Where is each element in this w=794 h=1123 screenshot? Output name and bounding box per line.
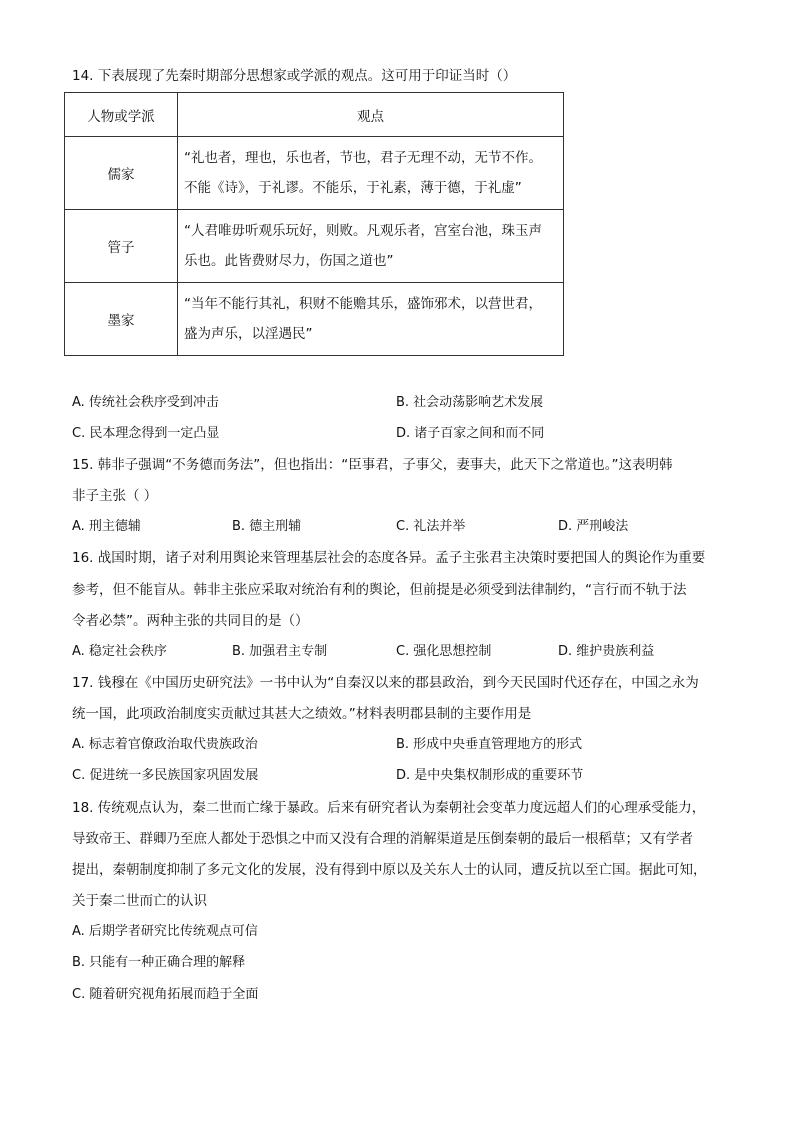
table-header-row	[65, 93, 564, 137]
q18-stem-line: 关于秦二世而亡的认识	[72, 893, 207, 909]
q18-option-b[interactable]: B. 只能有一种正确合理的解释	[72, 955, 246, 970]
q17-stem-line: 统一国，此项政治制度实贡献过其甚大之绩效。”材料表明郡县制的主要作用是	[72, 706, 532, 722]
table-row	[65, 137, 564, 210]
q16-stem-line: 令者必禁”。两种主张的共同目的是（）	[72, 613, 309, 629]
table-row	[65, 283, 564, 356]
viewpoint-cell	[178, 283, 564, 356]
q14-option-d[interactable]: D. 诸子百家之间和而不同	[396, 426, 545, 441]
viewpoint-cell	[178, 137, 564, 210]
school-cell: 儒家	[65, 137, 178, 210]
q15-stem-line: 非子主张（ ）	[72, 488, 158, 504]
table-row	[65, 210, 564, 283]
q16-stem-line: 参考，但不能盲从。韩非主张应采取对统治有利的舆论，但前提是必须受到法律制约，“言行而不轨于法	[72, 582, 687, 598]
viewpoint-line: 不能《诗》，于礼谬。不能乐，于礼素，薄于德，于礼虚”	[184, 180, 522, 196]
viewpoint-line: “人君唯毋听观乐玩好，则败。凡观乐者，宫室台池，珠玉声	[184, 223, 542, 239]
q16-option-b[interactable]: B. 加强君主专制	[232, 644, 328, 659]
school-cell: 墨家	[65, 283, 178, 356]
table-header-viewpoint: 观点	[178, 93, 564, 137]
viewpoint-line: 乐也。此皆费财尽力，伤国之道也”	[184, 253, 394, 269]
q16-option-c[interactable]: C. 强化思想控制	[396, 644, 492, 659]
q18-stem-line: 提出，秦朝制度抑制了多元文化的发展，没有得到中原以及关东人士的认同，遭反抗以至亡国。据此可知，	[72, 862, 707, 878]
q15-option-d[interactable]: D. 严刑峻法	[558, 519, 629, 534]
q15-stem-line: 15. 韩非子强调“不务德而务法”，但也指出：“臣事君，子事父，妻事夫，此天下之常道也。”这表明韩	[72, 457, 673, 473]
q16-stem-line: 16. 战国时期，诸子对利用舆论来管理基层社会的态度各异。孟子主张君主决策时要把国人的舆论作为重要	[72, 550, 706, 566]
viewpoint-line: “礼也者，理也，乐也者，节也，君子无理不动，无节不作。	[184, 150, 542, 166]
viewpoints-table	[64, 92, 564, 356]
q14-option-a[interactable]: A. 传统社会秩序受到冲击	[72, 395, 219, 410]
q16-option-d[interactable]: D. 维护贵族利益	[558, 644, 655, 659]
school-cell: 管子	[65, 210, 178, 283]
table-header-school: 人物或学派	[65, 93, 178, 137]
q17-option-b[interactable]: B. 形成中央垂直管理地方的形式	[396, 737, 583, 752]
q15-option-b[interactable]: B. 德主刑辅	[232, 519, 302, 534]
q17-stem-line: 17. 钱穆在《中国历史研究法》一书中认为“自秦汉以来的郡县政治，到今天民国时代还存在，中国之永为	[72, 675, 699, 691]
q18-option-c[interactable]: C. 随着研究视角拓展而趋于全面	[72, 987, 259, 1002]
q18-stem-line: 18. 传统观点认为，秦二世而亡缘于暴政。后来有研究者认为秦朝社会变革力度远超人们的心理承受能力，	[72, 800, 706, 816]
viewpoint-line: 盛为声乐，以淫遇民”	[184, 326, 313, 342]
viewpoint-cell	[178, 210, 564, 283]
q18-stem-line: 导致帝王、群卿乃至庶人都处于恐惧之中而又没有合理的消解渠道是压倒秦朝的最后一根稻草；又有学者	[72, 831, 693, 847]
q17-option-d[interactable]: D. 是中央集权制形成的重要环节	[396, 768, 584, 783]
q14-option-b[interactable]: B. 社会动荡影响艺术发展	[396, 395, 544, 410]
q17-option-a[interactable]: A. 标志着官僚政治取代贵族政治	[72, 737, 258, 752]
viewpoint-line: “当年不能行其礼，积财不能赡其乐，盛饰邪术，以营世君，	[184, 296, 542, 312]
q14-option-c[interactable]: C. 民本理念得到一定凸显	[72, 426, 220, 441]
q15-option-c[interactable]: C. 礼法并举	[396, 519, 466, 534]
q16-option-a[interactable]: A. 稳定社会秩序	[72, 644, 167, 659]
q15-option-a[interactable]: A. 刑主德辅	[72, 519, 141, 534]
q17-option-c[interactable]: C. 促进统一多民族国家巩固发展	[72, 768, 259, 783]
q18-option-a[interactable]: A. 后期学者研究比传统观点可信	[72, 924, 258, 939]
q14-stem: 14. 下表展现了先秦时期部分思想家或学派的观点。这可用于印证当时（）	[72, 68, 517, 84]
